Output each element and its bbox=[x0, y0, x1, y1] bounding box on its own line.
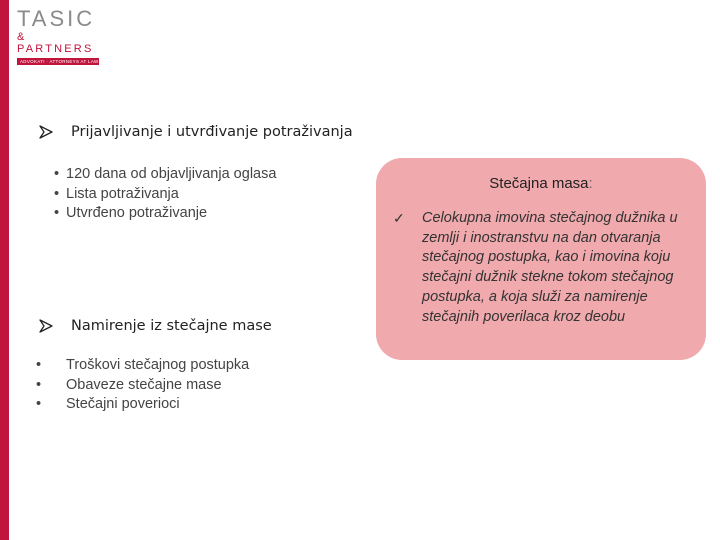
section1-heading-text: Prijavljivanje i utvrđivanje potraživanja bbox=[71, 124, 353, 140]
list-item: • Stečajni poverioci bbox=[36, 395, 249, 415]
bullet-icon: • bbox=[54, 166, 60, 182]
callout-definition-text: Celokupna imovina stečajnog dužnika u zemlji i inostranstvu na dan otvaranja stečajnog postupka, kao i imovina koju stečajni dužnik stekne tokom stečajnog postupka, a koja služi za namirenje stečajnih poverilaca kroz deobu bbox=[422, 210, 678, 325]
company-logo bbox=[17, 6, 101, 64]
bullet-icon: • bbox=[36, 376, 42, 393]
accent-side-bar bbox=[0, 0, 9, 540]
bullet-icon: • bbox=[54, 205, 60, 221]
list-item: • Obaveze stečajne mase bbox=[36, 376, 249, 396]
section1-list bbox=[54, 165, 276, 224]
list-item: • Troškovi stečajnog postupka bbox=[36, 356, 249, 376]
arrow-bullet-icon bbox=[38, 319, 54, 333]
list-item: • Utvrđeno potraživanje bbox=[54, 204, 276, 224]
section2-heading bbox=[38, 318, 272, 334]
logo-sub: & PARTNERS bbox=[17, 31, 94, 55]
list-item: • 120 dana od objavljivanja oglasa bbox=[54, 165, 276, 185]
checkmark-icon: ✓ bbox=[393, 210, 405, 226]
bullet-icon: • bbox=[54, 185, 60, 202]
callout-title: Stečajna masa: bbox=[489, 175, 593, 192]
arrow-bullet-icon bbox=[38, 125, 54, 139]
definition-callout bbox=[376, 158, 706, 360]
bullet-icon: • bbox=[36, 357, 42, 373]
logo-tagline: ADVOKATI · ATTORNEYS AT LAW bbox=[17, 58, 99, 65]
section2-heading-text: Namirenje iz stečajne mase bbox=[71, 318, 272, 334]
list-item: • Lista potraživanja bbox=[54, 185, 276, 205]
bullet-icon: • bbox=[36, 396, 42, 412]
logo-name: TASIC bbox=[17, 6, 96, 31]
section1-heading bbox=[38, 124, 353, 140]
section2-list bbox=[36, 356, 249, 415]
